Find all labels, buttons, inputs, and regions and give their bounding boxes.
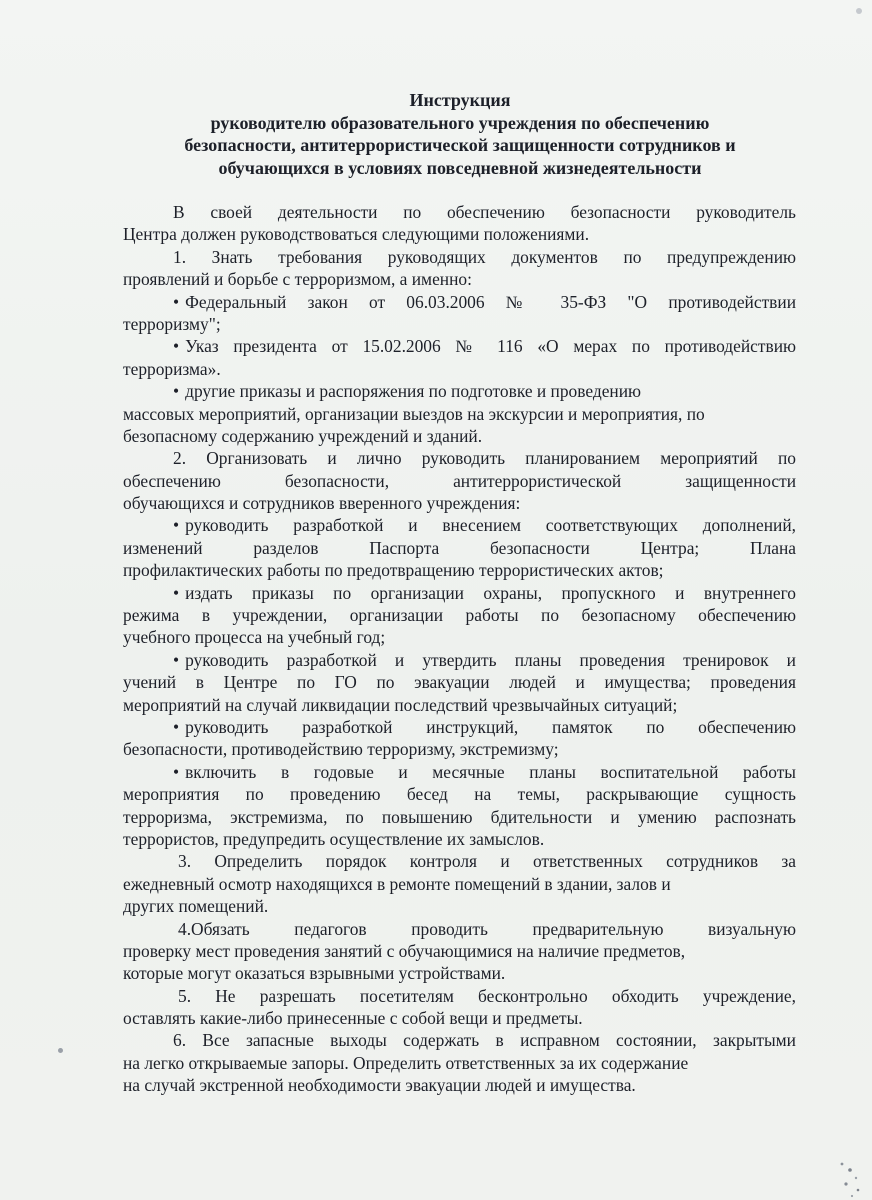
bullet-item: • другие приказы и распоряжения по подготовке и проведению xyxy=(123,380,796,402)
text-line: мероприятия по проведению бесед на темы, раскрывающие сущность xyxy=(123,784,796,805)
title-line-4: обучающихся в условиях повседневной жизнедеятельности xyxy=(218,157,702,178)
text-line: проверку мест проведения занятий с обучающимися на наличие предметов, xyxy=(123,940,686,961)
text-line: на случай экстренной необходимости эвакуации людей и имущества. xyxy=(123,1075,636,1096)
title-line-2: руководителю образовательного учреждения по обеспечению xyxy=(210,112,710,133)
bullet-item: • включить в годовые и месячные планы воспитательной работы xyxy=(123,761,796,783)
document-body xyxy=(123,201,796,1097)
text-line: на легко открываемые запоры. Определить ответственных за их содержание xyxy=(123,1052,689,1073)
title-line-3: безопасности, антитеррористической защищенности сотрудников и xyxy=(184,135,736,155)
text-line: профилактических работы по предотвращению террористических актов; xyxy=(123,560,664,581)
text-line: 3. Определить порядок контроля и ответственных сотрудников за xyxy=(178,851,796,872)
text-line: террористов, предупредить осуществление их замыслов. xyxy=(123,828,545,849)
text-line: ежедневный осмотр находящихся в ремонте помещений в здании, залов и xyxy=(123,873,671,894)
document-title xyxy=(120,89,800,179)
bullet-item: • Указ президента от 15.02.2006 № 116 «О мерах по противодействию xyxy=(123,335,796,357)
text-line: 1. Знать требования руководящих документов по предупреждению xyxy=(173,246,796,267)
bullet-item: • руководить разработкой и внесением соответствующих дополнений, xyxy=(123,514,796,536)
text-line: массовых мероприятий, организации выездов на экскурсии и мероприятия, по xyxy=(123,403,705,424)
bullet-item: • руководить разработкой и утвердить планы проведения тренировок и xyxy=(123,649,796,671)
bullet-item: • издать приказы по организации охраны, пропускного и внутреннего xyxy=(123,582,796,604)
text-line: учебного процесса на учебный год; xyxy=(123,627,386,648)
text-line: 5. Не разрешать посетителям бесконтрольно обходить учреждение, xyxy=(178,985,796,1006)
text-line: В своей деятельности по обеспечению безопасности руководитель xyxy=(173,202,796,222)
scan-dust-mark xyxy=(58,1048,63,1053)
text-line: 4.Обязать педагогов проводить предварительную визуальную xyxy=(178,918,796,939)
text-line: терроризма, экстремизма, по повышению бдительности и умению распознать xyxy=(123,806,796,827)
text-line: оставлять какие-либо принесенные с собой вещи и предметы. xyxy=(123,1008,583,1029)
text-line: терроризма». xyxy=(123,358,221,379)
text-line: обеспечению безопасности, антитеррористической защищенности xyxy=(123,470,796,491)
text-line: изменений разделов Паспорта безопасности Центра; Плана xyxy=(123,537,796,558)
text-line: терроризму"; xyxy=(123,313,221,334)
text-line: которые могут оказаться взрывными устройствами. xyxy=(123,963,506,984)
text-line: режима в учреждении, организации работы по безопасному обеспечению xyxy=(123,605,796,626)
scan-dust-mark xyxy=(856,8,862,14)
text-line: проявлений и борьбе с терроризмом, а именно: xyxy=(123,269,472,290)
text-line: безопасности, противодействию терроризму, экстремизму; xyxy=(123,739,559,760)
title-line-1: Инструкция xyxy=(409,90,511,110)
text-line: мероприятий на случай ликвидации последствий чрезвычайных ситуаций; xyxy=(123,694,678,715)
text-line: 6. Все запасные выходы содержать в исправном состоянии, закрытыми xyxy=(173,1030,796,1051)
bullet-item: • Федеральный закон от 06.03.2006 № 35-ФЗ "О противодействии xyxy=(123,291,796,313)
bullet-item: • руководить разработкой инструкций, памяток по обеспечению xyxy=(123,716,796,738)
text-line: других помещений. xyxy=(123,896,269,917)
text-line: Центра должен руководствоваться следующими положениями. xyxy=(123,224,590,245)
text-line: учений в Центре по ГО по эвакуации людей и имущества; проведения xyxy=(123,672,796,693)
text-line: безопасному содержанию учреждений и зданий. xyxy=(123,425,483,446)
scan-edge-noise xyxy=(836,1156,864,1200)
text-line: обучающихся и сотрудников вверенного учреждения: xyxy=(123,493,521,514)
text-line: 2. Организовать и лично руководить планированием мероприятий по xyxy=(173,448,796,469)
